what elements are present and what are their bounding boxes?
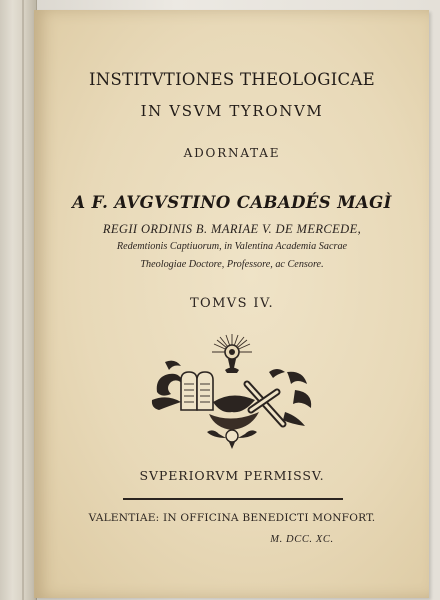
credit-line-2: Theologiae Doctore, Professore, ac Censore. [140,259,324,270]
tablets-of-law-icon [181,372,213,410]
order-line: REGII ORDINIS B. MARIAE V. DE MERCEDE, [102,222,362,236]
date-line: M. DCC. XC. [270,534,334,545]
book-binding [0,0,37,600]
binding-crease [22,0,24,600]
title-line-2: IN VSVM TYRONVM [140,102,324,120]
author-line: A F. AVGVSTINO CABADÉS MAGÌ [72,193,392,212]
horizontal-rule [123,498,343,500]
adornatae-line: ADORNATAE [183,146,281,160]
title-line-1: INSTITVTIONES THEOLOGICAE [88,70,376,89]
religious-ornament-icon [147,332,317,450]
credit-line-1: Redemtionis Captiuorum, in Valentina Academia Sacrae [116,241,348,252]
cherub-head-icon [207,430,257,449]
permission-line: SVPERIORVM PERMISSV. [139,468,325,483]
imprint-line: VALENTIAE: IN OFFICINA BENEDICTI MONFORT. [88,512,376,524]
title-page [34,10,429,598]
monstrance-sunburst-icon [212,334,252,373]
volume-line: TOMVS IV. [189,296,275,311]
